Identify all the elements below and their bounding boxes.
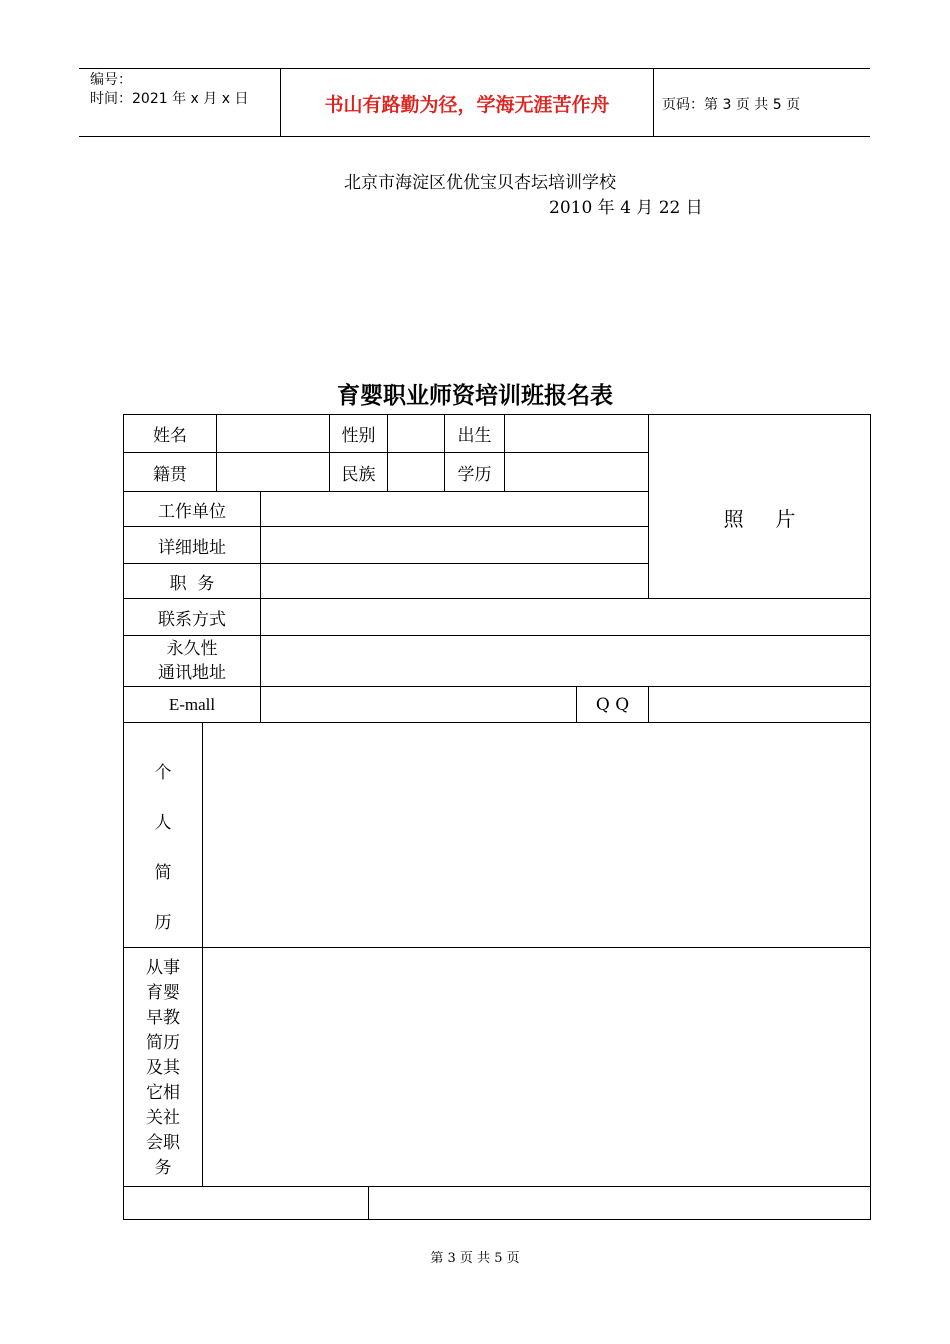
header-date: 时间：2021 年 x 月 x 日 <box>90 91 249 107</box>
label-resume-char: 历 <box>154 913 172 933</box>
label-experience-line: 会职 <box>146 1133 180 1153</box>
header-bottom-rule <box>79 136 870 137</box>
label-experience-line: 早教 <box>146 1008 180 1028</box>
label-work-unit: 工作单位 <box>158 501 226 522</box>
label-ethnicity: 民族 <box>341 464 376 485</box>
label-native-place: 籍贯 <box>153 464 187 485</box>
label-experience-line: 简历 <box>146 1033 180 1053</box>
input-native-place[interactable] <box>217 453 329 491</box>
label-experience-line: 它相 <box>146 1083 180 1103</box>
label-experience-line: 及其 <box>146 1058 180 1078</box>
label-experience-line: 从事 <box>146 958 180 978</box>
last-row-left-cell[interactable] <box>124 1187 368 1219</box>
form-title: 育婴职业师资培训班报名表 <box>337 383 613 409</box>
label-resume-char: 简 <box>154 863 172 883</box>
input-resume[interactable] <box>203 723 870 947</box>
last-row-right-cell[interactable] <box>369 1187 870 1219</box>
label-permanent-line1: 永久性 <box>166 639 218 659</box>
input-address[interactable] <box>261 527 648 563</box>
label-gender: 性别 <box>341 426 376 446</box>
label-experience-line: 关社 <box>146 1108 180 1128</box>
school-name: 北京市海淀区优优宝贝杏坛培训学校 <box>344 173 616 193</box>
input-name[interactable] <box>217 415 329 452</box>
label-permanent-line2: 通讯地址 <box>158 663 226 683</box>
label-education: 学历 <box>457 464 492 485</box>
input-ethnicity[interactable] <box>388 453 444 491</box>
label-permanent-address <box>124 636 260 686</box>
header-divider-right <box>653 68 654 136</box>
letter-date: 2010 年 4 月 22 日 <box>549 198 703 218</box>
label-birth: 出生 <box>457 426 492 446</box>
serial-number: 编号： <box>90 72 132 88</box>
label-resume-char: 个 <box>154 763 172 783</box>
input-education[interactable] <box>505 453 648 491</box>
label-experience <box>124 956 202 1181</box>
input-position[interactable] <box>261 564 648 598</box>
label-resume <box>124 748 202 948</box>
label-experience-line: 务 <box>154 1158 172 1178</box>
input-permanent-address[interactable] <box>261 636 870 686</box>
input-gender[interactable] <box>388 415 444 452</box>
header-top-rule <box>79 68 870 69</box>
label-experience-line: 育婴 <box>146 983 180 1003</box>
label-address: 详细地址 <box>158 537 226 558</box>
label-qq: Q Q <box>595 694 630 715</box>
header-motto: 书山有路勤为径，学海无涯苦作舟 <box>324 94 610 116</box>
footer-page-info: 第 3 页 共 5 页 <box>430 1251 520 1266</box>
input-contact[interactable] <box>261 599 870 635</box>
input-birth[interactable] <box>505 415 648 452</box>
input-email[interactable] <box>261 687 576 722</box>
label-name: 姓名 <box>153 426 187 446</box>
input-work-unit[interactable] <box>261 492 648 526</box>
photo-box[interactable]: 照 片 <box>723 507 796 531</box>
input-experience[interactable] <box>203 948 870 1186</box>
grid-line <box>123 1219 871 1220</box>
grid-line <box>870 414 871 1219</box>
label-contact: 联系方式 <box>158 609 226 630</box>
input-qq[interactable] <box>649 687 870 722</box>
label-email: E-mall <box>168 694 216 714</box>
header-page-info: 页码：第 3 页 共 5 页 <box>662 97 801 113</box>
label-position: 职 务 <box>169 573 215 594</box>
label-resume-char: 人 <box>154 813 172 833</box>
